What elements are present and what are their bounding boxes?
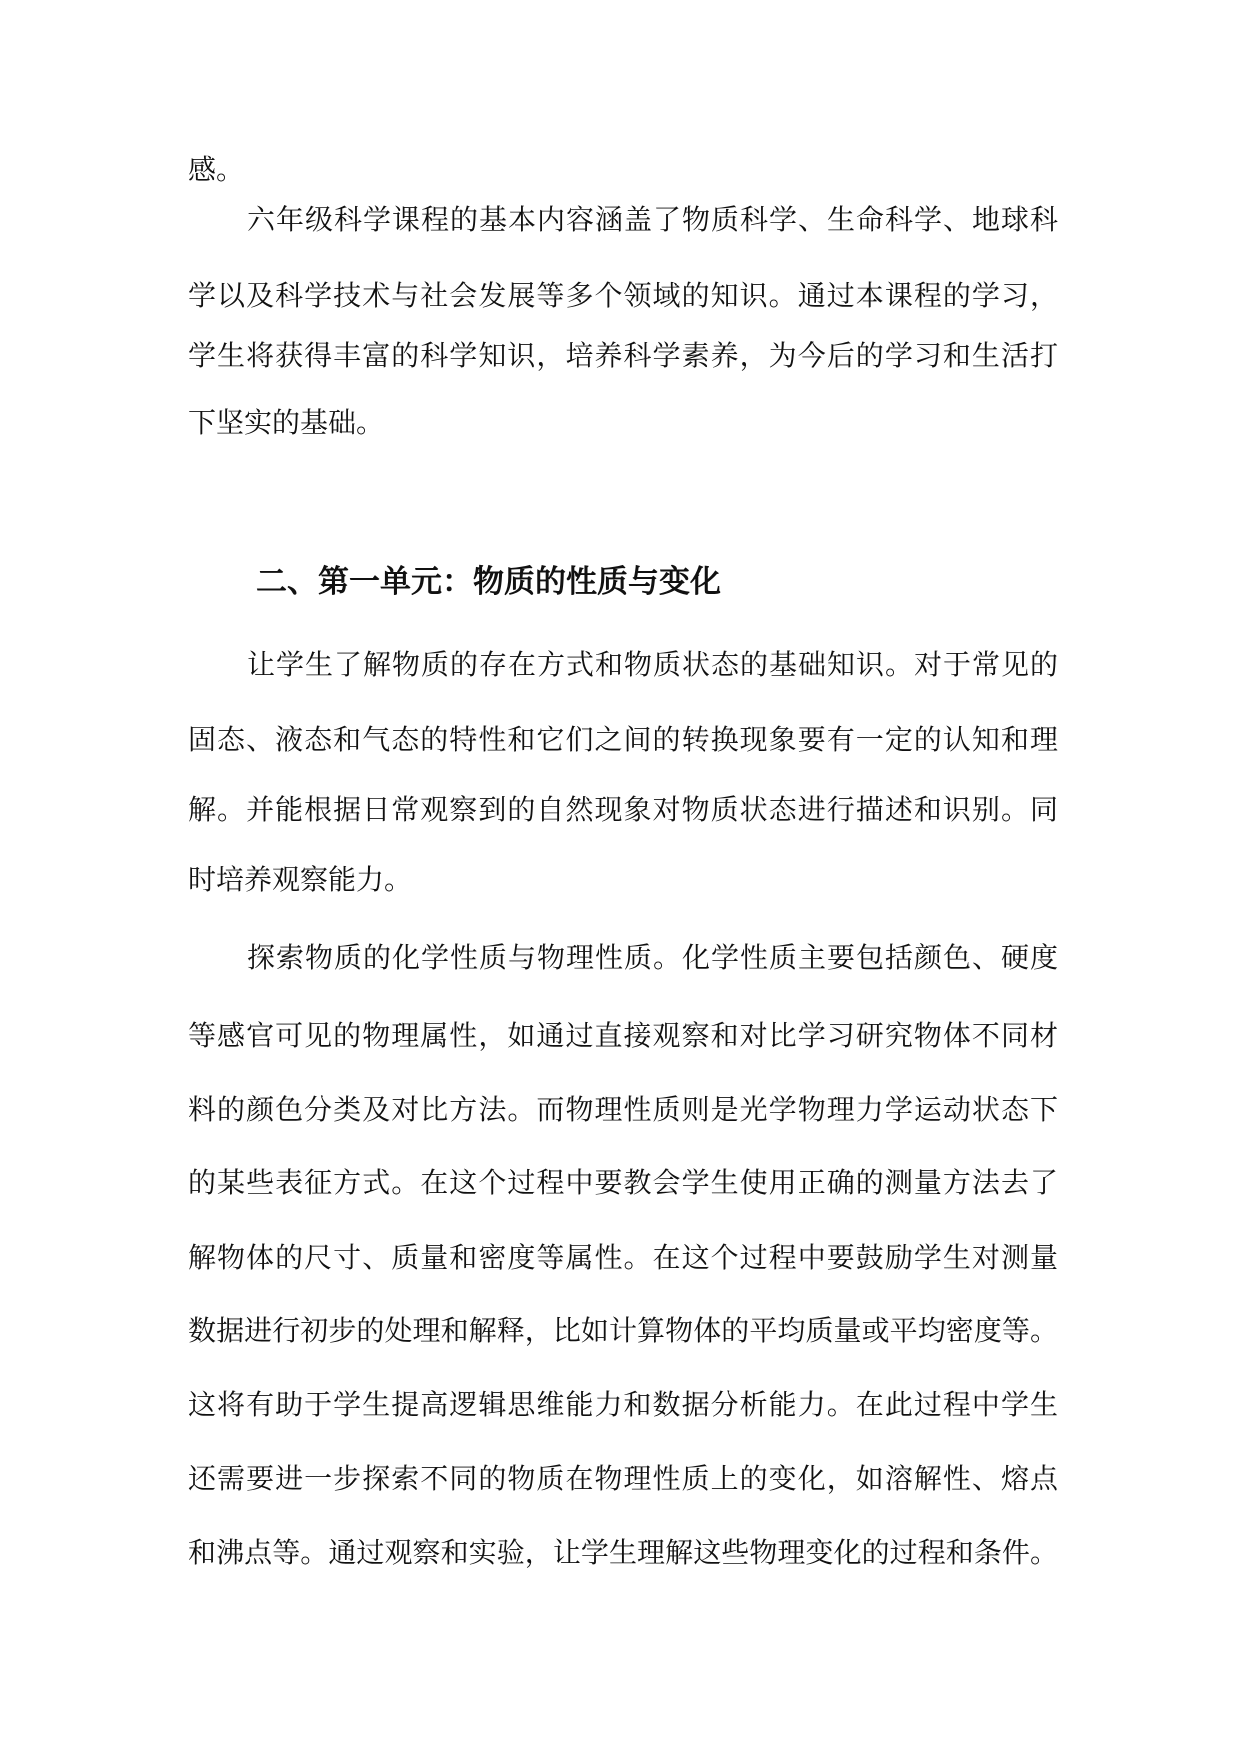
paragraph-line: 料的颜色分类及对比方法。而物理性质则是光学物理力学运动状态下 [188,1093,1058,1126]
section-heading: 二、第一单元：物质的性质与变化 [256,564,721,600]
paragraph-line: 学以及科学技术与社会发展等多个领域的知识。通过本课程的学习， [188,279,1058,312]
paragraph-line: 还需要进一步探索不同的物质在物理性质上的变化，如溶解性、熔点 [188,1462,1058,1495]
paragraph-line: 让学生了解物质的存在方式和物质状态的基础知识。对于常见的 [247,648,1058,681]
paragraph-line: 探索物质的化学性质与物理性质。化学性质主要包括颜色、硬度 [247,941,1058,974]
paragraph-line: 和沸点等。通过观察和实验，让学生理解这些物理变化的过程和条件。 [188,1536,1058,1569]
paragraph-line: 学生将获得丰富的科学知识，培养科学素养，为今后的学习和生活打 [188,339,1058,372]
paragraph-line: 固态、液态和气态的特性和它们之间的转换现象要有一定的认知和理 [188,723,1058,756]
paragraph-line: 等感官可见的物理属性，如通过直接观察和对比学习研究物体不同材 [188,1019,1058,1052]
paragraph-line: 解。并能根据日常观察到的自然现象对物质状态进行描述和识别。同 [188,793,1058,826]
paragraph-line: 感。 [188,153,245,186]
paragraph-line: 数据进行初步的处理和解释，比如计算物体的平均质量或平均密度等。 [188,1314,1058,1347]
paragraph-line: 的某些表征方式。在这个过程中要教会学生使用正确的测量方法去了 [188,1166,1058,1199]
paragraph-line: 解物体的尺寸、质量和密度等属性。在这个过程中要鼓励学生对测量 [188,1241,1058,1274]
paragraph-line: 这将有助于学生提高逻辑思维能力和数据分析能力。在此过程中学生 [188,1388,1058,1421]
paragraph-line: 时培养观察能力。 [188,863,413,896]
paragraph-line: 六年级科学课程的基本内容涵盖了物质科学、生命科学、地球科 [247,203,1058,236]
paragraph-line: 下坚实的基础。 [188,406,385,439]
